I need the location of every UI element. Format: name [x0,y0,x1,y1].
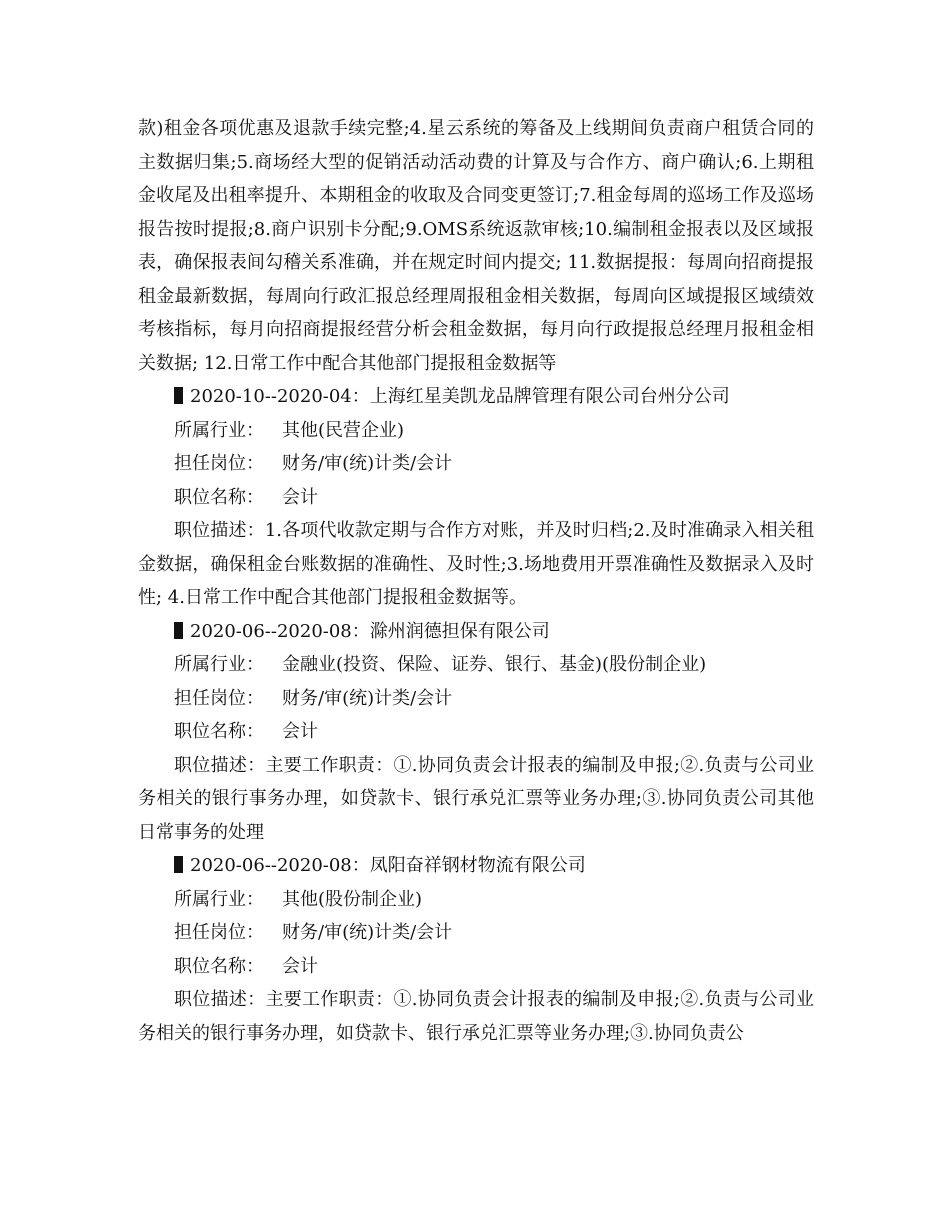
job-period: 2020-06--2020-08： [190,855,370,876]
job-title-row [138,950,814,984]
post-value: 财务/审(统)计类/会计 [282,453,453,474]
job-entry [138,849,814,1050]
title-label: 职位名称： [174,486,264,508]
job-industry-row [138,883,814,917]
job-company: 上海红星美凯龙品牌管理有限公司台州分公司 [369,386,730,407]
title-value: 会计 [282,486,318,508]
industry-label: 所属行业： [174,654,264,675]
job-company: 凤阳奋祥钢材物流有限公司 [369,855,586,876]
job-period: 2020-06--2020-08： [190,620,370,642]
bullet-block-icon [174,856,183,873]
job-industry-row [138,648,814,682]
desc-value: 1.各项代收款定期与合作方对账，并及时归档;2.及时准确录入相关租金数据，确保租金台账数据的准确性、及时性;3.场地费用开票准确性及数据录入及时性; 4.日常工作中配合其他部门提报租金数据等。 [138,520,814,608]
resume-content [138,112,814,1050]
bullet-block-icon [174,387,183,404]
title-label: 职位名称： [174,721,264,742]
post-label: 担任岗位： [174,453,264,474]
title-value: 会计 [282,955,318,977]
job-header [138,849,814,883]
job-description [138,749,814,850]
post-label: 担任岗位： [174,922,264,943]
industry-value: 其他(股份制企业) [282,888,423,910]
job-industry-row [138,414,814,448]
desc-value: 主要工作职责：①.协同负责会计报表的编制及申报;②.负责与公司业务相关的银行事务办理，如贷款卡、银行承兑汇票等业务办理;③.协同负责公司其他日常事务的处理 [138,754,815,843]
desc-label: 职位描述： [174,989,266,1010]
job-company: 滁州润德担保有限公司 [369,620,550,642]
industry-label: 所属行业： [174,419,264,441]
title-label: 职位名称： [174,955,264,977]
intro-paragraph: 款)租金各项优惠及退款手续完整;4.星云系统的筹备及上线期间负责商户租赁合同的主数据归集;5.商场经大型的促销活动活动费的计算及与合作方、商户确认;6.上期租金收尾及出租率提升、本期租金的收取及合同变更签订;7.租金每周的巡场工作及巡场报告按时提报;8.商户识别卡分配;9.OMS系统返款审核;10.编制租金报表以及区域报表，确保报表间勾稽关系准确，并在规定时间内提交; 11.数据提报：每周向招商提报租金最新数据，每周向行政汇报总经理周报租金相关数据，每周向区域提报区域绩效考核指标，每月向招商提报经营分析会租金数据，每月向行政提报总经理月报租金相关数据; 12.日常工作中配合其他部门提报租金数据等 [138,118,814,374]
job-title-row [138,715,814,749]
job-header [138,380,814,414]
industry-label: 所属行业： [174,888,264,910]
job-description [138,983,814,1050]
desc-label: 职位描述： [174,520,265,541]
job-post-row [138,682,814,716]
desc-label: 职位描述： [174,754,266,776]
industry-value: 其他(民营企业) [282,419,405,441]
job-entry [138,615,814,850]
industry-value: 金融业(投资、保险、证券、银行、基金)(股份制企业) [282,654,707,675]
job-period: 2020-10--2020-04： [190,386,370,407]
job-title-row [138,481,814,515]
post-label: 担任岗位： [174,687,264,709]
job-post-row [138,447,814,481]
job-post-row [138,916,814,950]
post-value: 财务/审(统)计类/会计 [282,922,453,943]
bullet-block-icon [174,622,183,639]
job-header [138,615,814,649]
job-description [138,514,814,615]
job-entry [138,380,814,615]
desc-value: 主要工作职责：①.协同负责会计报表的编制及申报;②.负责与公司业务相关的银行事务办理，如贷款卡、银行承兑汇票等业务办理;③.协同负责公 [138,989,815,1044]
title-value: 会计 [282,721,318,742]
post-value: 财务/审(统)计类/会计 [282,687,453,709]
